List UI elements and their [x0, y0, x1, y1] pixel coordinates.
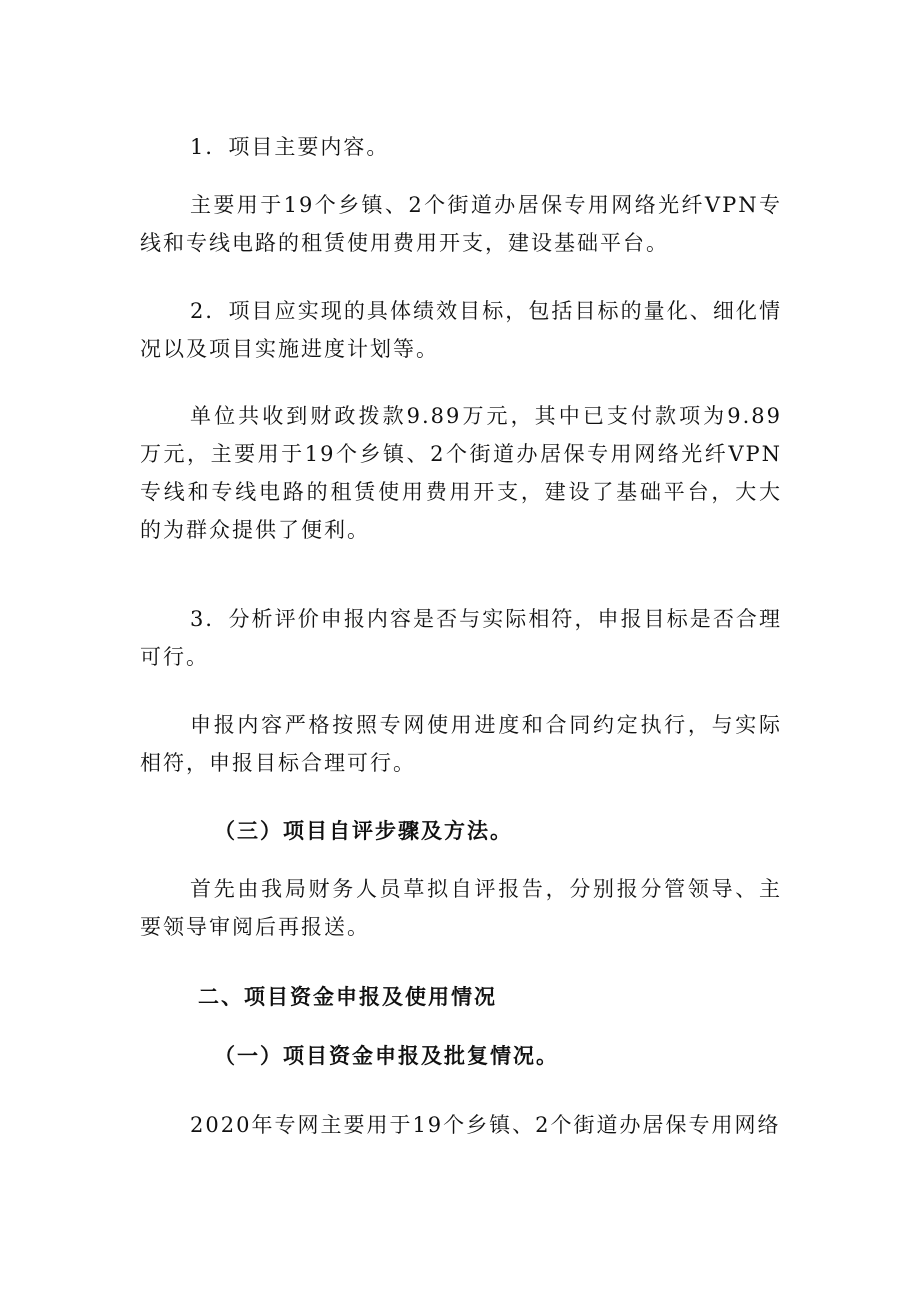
section-3-heading: （三）项目自评步骤及方法。 [214, 819, 513, 843]
section-1-heading: （一）项目资金申报及批复情况。 [214, 1044, 559, 1068]
section-1-body: 2020年专网主要用于19个乡镇、2个街道办居保专用网络 [190, 1113, 781, 1137]
item-1-heading: 1．项目主要内容。 [190, 135, 390, 159]
item-1-body: 主要用于19个乡镇、2个街道办居保专用网络光纤VPN专线和专线电路的租赁使用费用开支，建设基础平台。 [140, 193, 782, 255]
item-2-body: 单位共收到财政拨款9.89万元，其中已支付款项为9.89万元，主要用于19个乡镇、2个街道办居保专用网络光纤VPN专线和专线电路的租赁使用费用开支，建设了基础平台，大大的为群众提供了便利。 [140, 404, 782, 542]
item-2-heading: 2．项目应实现的具体绩效目标，包括目标的量化、细化情况以及项目实施进度计划等。 [140, 299, 782, 361]
section-3-body: 首先由我局财务人员草拟自评报告，分别报分管领导、主要领导审阅后再报送。 [140, 877, 782, 939]
chapter-2-heading: 二、项目资金申报及使用情况 [198, 985, 497, 1009]
item-3-heading: 3．分析评价申报内容是否与实际相符，申报目标是否合理可行。 [140, 607, 782, 669]
item-3-body: 申报内容严格按照专网使用进度和合同约定执行，与实际相符，申报目标合理可行。 [140, 713, 782, 775]
